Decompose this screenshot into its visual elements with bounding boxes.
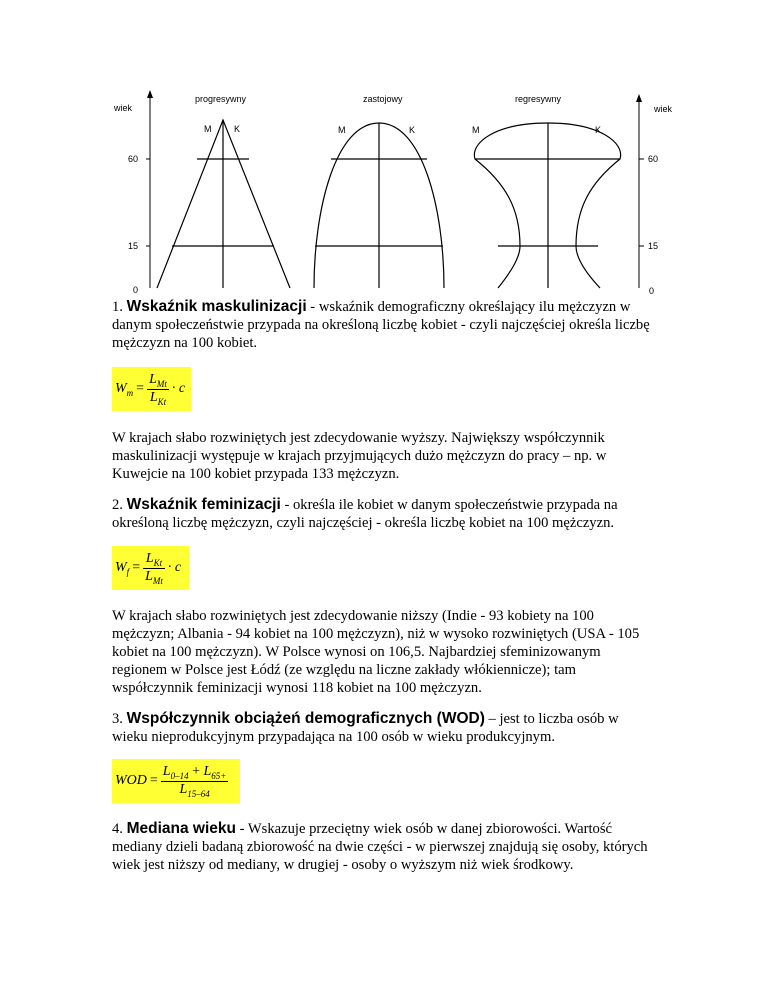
section3-number: 3. xyxy=(112,711,123,727)
feminization-formula: $W_f$ = $\frac{L_{Kt}}{L_{Mt}}$ · c xyxy=(112,546,189,590)
section1-text: - wskaźnik demograficzny określający ilu mężczyzn w danym społeczeństwie przypada na określoną liczbę kobiet - czyli najczęściej określa liczbę mężczyzn na 100 kobiet. xyxy=(112,299,650,351)
section1-definition xyxy=(112,298,652,352)
section4-heading: Mediana wieku xyxy=(126,820,237,837)
pyramids-svg xyxy=(100,88,673,298)
left-axis-arrow xyxy=(147,90,153,98)
section2-definition xyxy=(112,496,652,532)
progressive-pyramid xyxy=(157,120,290,288)
section4-text: - Wskazuje przeciętny wiek osób w danej zbiorowości. Wartość mediany dzieli badaną zbiorowość na dwie części - w pierwszej znajdują się osoby, których wiek jest niższy od mediany, w drugiej - osoby o wyższym niż wiek środkowy. xyxy=(112,821,648,873)
tick-0-left: 0 xyxy=(133,285,139,295)
section3-heading: Współczynnik obciążeń demograficznych (WOD) xyxy=(126,710,485,727)
label-k-regressive: K xyxy=(595,125,602,135)
section2-number: 2. xyxy=(112,497,123,513)
tick-0-right: 0 xyxy=(649,286,655,296)
age-label-left: wiek xyxy=(114,103,133,113)
regressive-pyramid xyxy=(474,123,620,288)
section3-text: – jest to liczba osób w wieku nieprodukcyjnym przypadająca na 100 osób w wieku produkcyjnym. xyxy=(112,711,619,745)
wod-formula: WOD = $\frac{L_{0-14} + L_{65+}}{L_{15-64}}$ xyxy=(112,759,240,803)
tick-15-right: 15 xyxy=(648,241,659,251)
population-pyramids-figure xyxy=(100,88,673,298)
section3-definition xyxy=(112,710,652,746)
section2-text: - określa ile kobiet w danym społeczeństwie przypada na określoną liczbę mężczyzn, czyli najczęściej - określa liczbę kobiet na 100 mężczyzn. xyxy=(112,497,618,531)
label-k-stationary: K xyxy=(409,125,416,135)
label-regressive: regresywny xyxy=(515,94,562,104)
label-m-regressive: M xyxy=(472,125,480,135)
tick-60-left: 60 xyxy=(128,154,139,164)
label-progressive: progresywny xyxy=(195,94,247,104)
tick-60-right: 60 xyxy=(648,154,659,164)
tick-15-left: 15 xyxy=(128,241,139,251)
label-m-progressive: M xyxy=(204,124,212,134)
section4-number: 4. xyxy=(112,821,123,837)
section2-heading: Wskaźnik feminizacji xyxy=(126,496,281,513)
section4-definition xyxy=(112,820,652,874)
section1-note: W krajach słabo rozwiniętych jest zdecydowanie wyższy. Największy współczynnik maskulinizacji występuje w krajach przyjmujących dużo mężczyzn do pracy – np. w Kuwejcie na 100 kobiet przypada 133 mężczyzn. xyxy=(112,430,607,482)
label-k-progressive: K xyxy=(234,124,241,134)
age-label-right: wiek xyxy=(654,104,673,114)
label-m-stationary: M xyxy=(338,125,346,135)
section2-note: W krajach słabo rozwiniętych jest zdecydowanie niższy (Indie - 93 kobiety na 100 mężczyzn; Albania - 94 kobiet na 100 mężczyzn), niż w wysoko rozwiniętych (USA - 105 kobiet na 100 mężczyzn). W Polsce wynosi on 106,5. Najbardziej sfeminizowanym regionem w Polsce jest Łódź (ze względu na liczne zakłady włókiennicze); tam współczynnik feminizacji wynosi 118 kobiet na 100 mężczyzn. xyxy=(112,608,640,696)
section1-heading: Wskaźnik maskulinizacji xyxy=(126,298,307,315)
stationary-pyramid xyxy=(314,123,444,288)
masculinity-formula: $W_m$ = $\frac{L_{Mt}}{L_{Kt}}$ · c xyxy=(112,367,191,411)
right-axis-arrow xyxy=(636,94,642,102)
label-stationary: zastojowy xyxy=(363,94,403,104)
section1-number: 1. xyxy=(112,299,123,315)
